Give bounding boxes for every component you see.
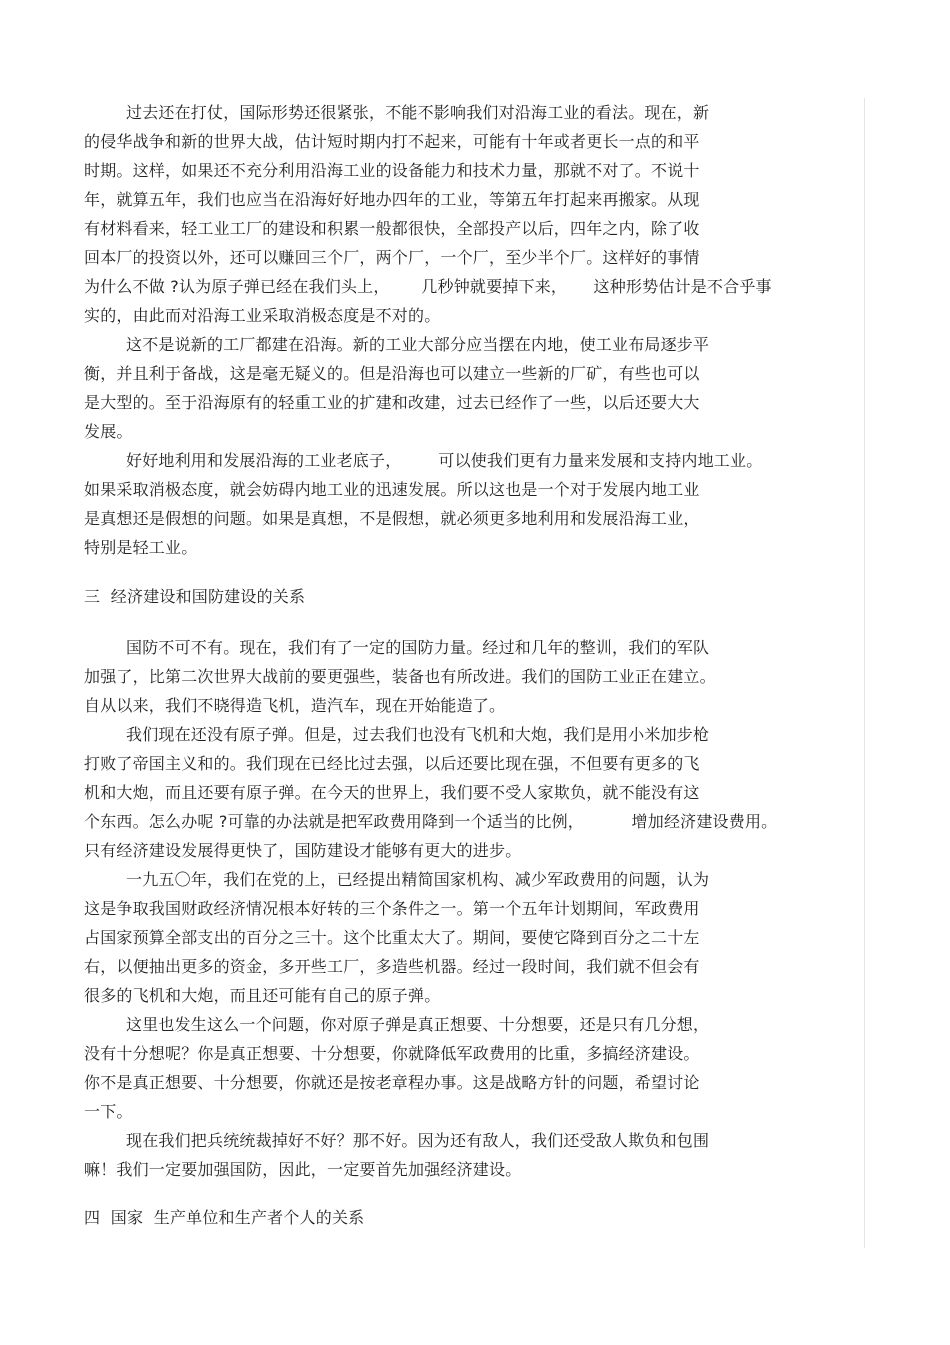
text-line: 年，就算五年，我们也应当在沿海好好地办四年的工业，等第五年打起来再搬家。从现 xyxy=(84,190,700,209)
text-line: 没有十分想呢？你是真正想要、十分想要，你就降低军政费用的比重，多搞经济建设。 xyxy=(84,1044,700,1063)
text-line: 为什么不做 ?认为原子弹已经在我们头上， 几秒钟就要掉下来， 这种形势估计是不合乎事 xyxy=(84,277,772,296)
text-line: 只有经济建设发展得更快了，国防建设才能够有更大的进步。 xyxy=(84,841,522,860)
text-line: 很多的飞机和大炮，而且还可能有自己的原子弹。 xyxy=(84,986,441,1005)
text-line: 自从以来，我们不晓得造飞机，造汽车，现在开始能造了。 xyxy=(84,696,506,715)
text-line: 如果采取消极态度，就会妨碍内地工业的迅速发展。所以这也是一个对于发展内地工业 xyxy=(84,480,700,499)
text-line: 嘛！我们一定要加强国防，因此，一定要首先加强经济建设。 xyxy=(84,1160,522,1179)
text-line: 加强了，比第二次世界大战前的要更强些，装备也有所改进。我们的国防工业正在建立。 xyxy=(84,667,716,686)
text-line: 发展。 xyxy=(84,422,133,441)
text-line: 个东西。怎么办呢 ?可靠的办法就是把军政费用降到一个适当的比例， 增加经济建设费用。 xyxy=(84,812,778,831)
text-line: 这是争取我国财政经济情况根本好转的三个条件之一。第一个五年计划期间，军政费用 xyxy=(84,899,700,918)
text-line: 右，以便抽出更多的资金，多开些工厂，多造些机器。经过一段时间，我们就不但会有 xyxy=(84,957,700,976)
text-line: 过去还在打仗，国际形势还很紧张，不能不影响我们对沿海工业的看法。现在，新 xyxy=(126,103,710,122)
text-line: 有材料看来，轻工业工厂的建设和积累一般都很快，全部投产以后，四年之内，除了收 xyxy=(84,219,700,238)
text-line: 现在我们把兵统统裁掉好不好？那不好。因为还有敌人，我们还受敌人欺负和包围 xyxy=(126,1131,710,1150)
text-line: 一下。 xyxy=(84,1102,133,1121)
text-line: 是真想还是假想的问题。如果是真想，不是假想，就必须更多地利用和发展沿海工业， xyxy=(84,509,700,528)
text-line: 机和大炮，而且还要有原子弹。在今天的世界上，我们要不受人家欺负，就不能没有这 xyxy=(84,783,700,802)
text-line: 时期。这样，如果还不充分利用沿海工业的设备能力和技术力量，那就不对了。不说十 xyxy=(84,161,700,180)
text-line: 这里也发生这么一个问题，你对原子弹是真正想要、十分想要，还是只有几分想， xyxy=(126,1015,710,1034)
text-line: 这不是说新的工厂都建在沿海。新的工业大部分应当摆在内地，使工业布局逐步平 xyxy=(126,335,710,354)
section-heading-4: 四 国家 生产单位和生产者个人的关系 xyxy=(84,1208,365,1227)
text-line: 是大型的。至于沿海原有的轻重工业的扩建和改建，过去已经作了一些，以后还要大大 xyxy=(84,393,700,412)
text-line: 好好地利用和发展沿海的工业老底子， 可以使我们更有力量来发展和支持内地工业。 xyxy=(126,451,763,470)
text-line: 一九五〇年，我们在党的上，已经提出精简国家机构、减少军政费用的问题，认为 xyxy=(126,870,710,889)
section-heading-3: 三 经济建设和国防建设的关系 xyxy=(84,587,306,606)
text-line: 占国家预算全部支出的百分之三十。这个比重太大了。期间，要使它降到百分之二十左 xyxy=(84,928,700,947)
text-line: 你不是真正想要、十分想要，你就还是按老章程办事。这是战略方针的问题，希望讨论 xyxy=(84,1073,700,1092)
text-line: 国防不可不有。现在，我们有了一定的国防力量。经过和几年的整训，我们的军队 xyxy=(126,638,710,657)
text-line: 回本厂的投资以外，还可以赚回三个厂，两个厂，一个厂，至少半个厂。这样好的事情 xyxy=(84,248,700,267)
text-line: 的侵华战争和新的世界大战，估计短时期内打不起来，可能有十年或者更长一点的和平 xyxy=(84,132,700,151)
text-line: 实的，由此而对沿海工业采取消极态度是不对的。 xyxy=(84,306,441,325)
text-line: 衡，并且利于备战，这是毫无疑义的。但是沿海也可以建立一些新的厂矿，有些也可以 xyxy=(84,364,700,383)
text-line: 特别是轻工业。 xyxy=(84,538,198,557)
text-line: 打败了帝国主义和的。我们现在已经比过去强，以后还要比现在强，不但要有更多的飞 xyxy=(84,754,700,773)
text-line: 我们现在还没有原子弹。但是，过去我们也没有飞机和大炮，我们是用小米加步枪 xyxy=(126,725,710,744)
